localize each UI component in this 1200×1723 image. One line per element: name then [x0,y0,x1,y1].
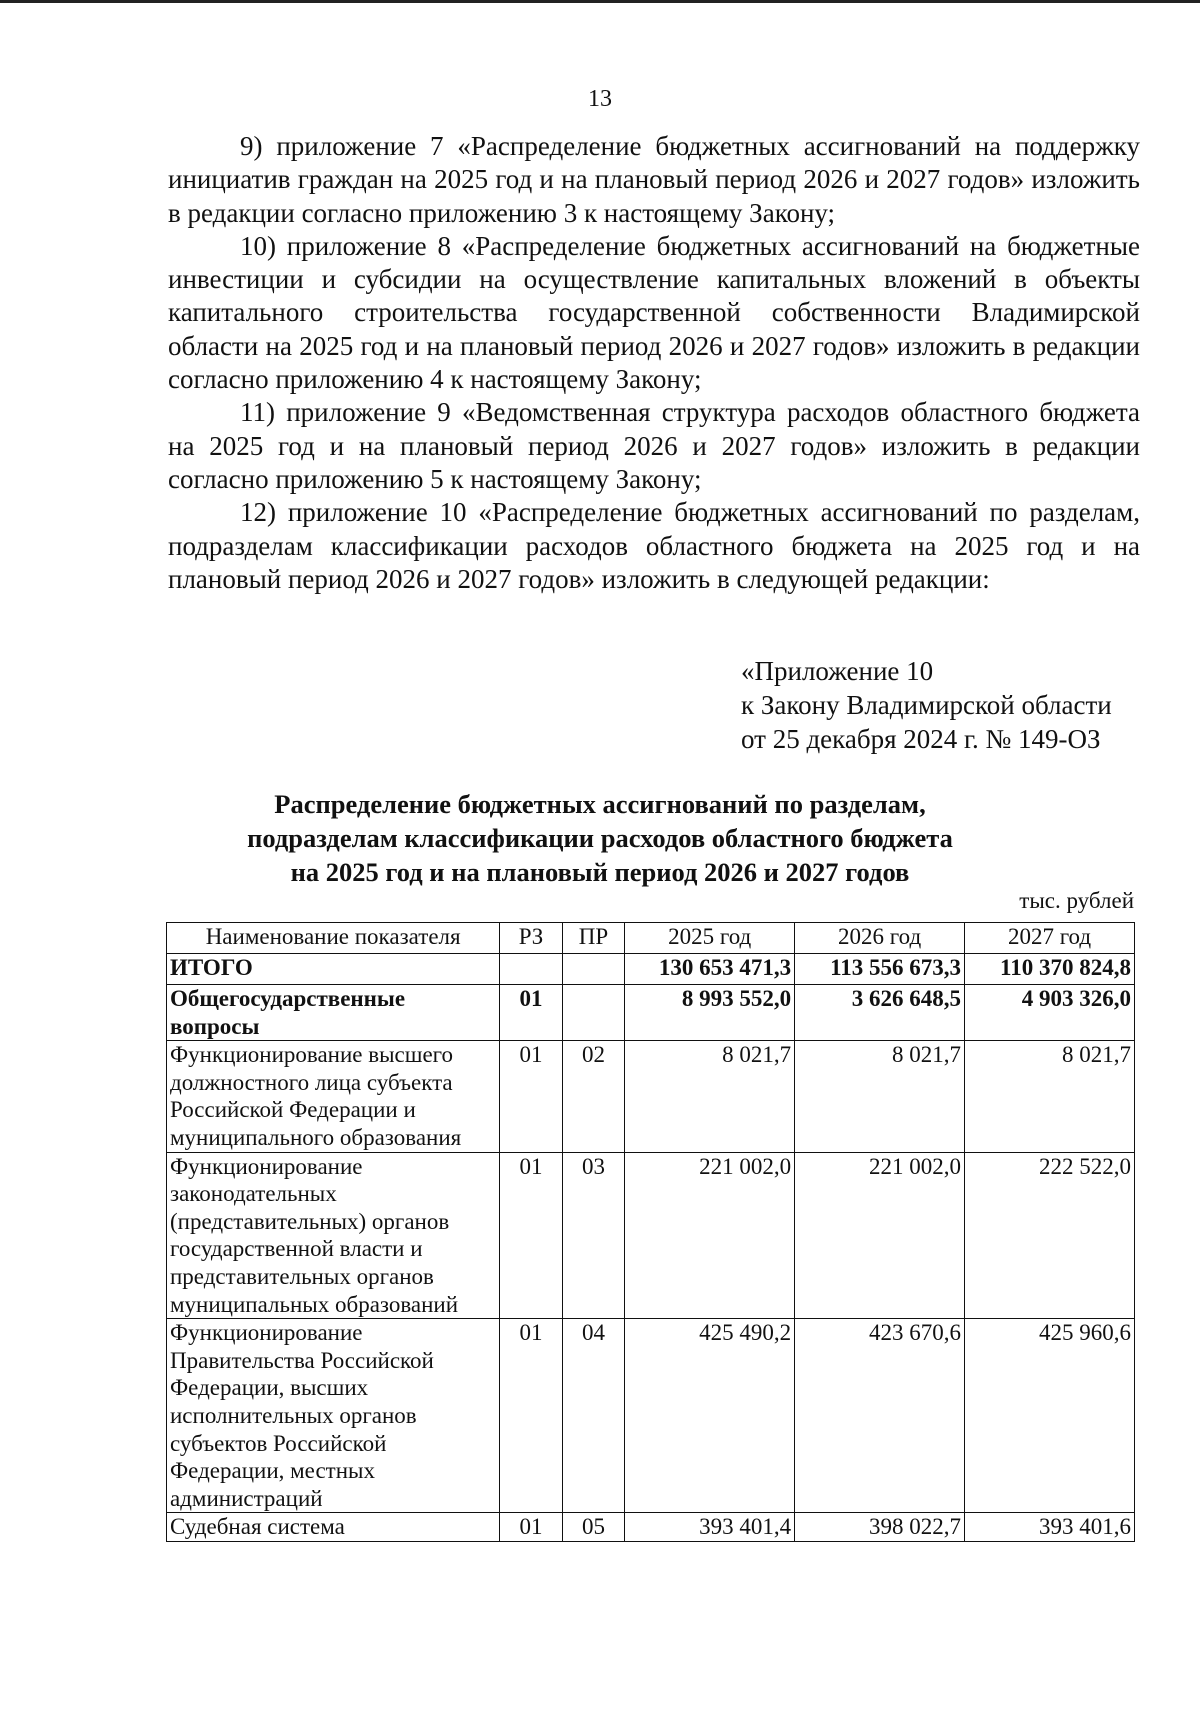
row-2027: 4 903 326,0 [965,985,1135,1041]
budget-table [166,922,1135,1542]
page-number: 13 [588,86,612,112]
row-2027: 8 021,7 [965,1041,1135,1152]
row-pr: 02 [562,1041,625,1152]
header-name: Наименование показателя [167,923,500,954]
row-pr: 03 [562,1152,625,1319]
table-row [167,1152,1135,1319]
table-row-total [167,954,1135,985]
row-name: Общегосударственные вопросы [167,985,500,1041]
paragraph-10: 10) приложение 8 «Распределение бюджетных ассигнований на бюджетные инвестиции и субсидии на осуществление капитальных вложений в объекты капитального строительства государственной собственности Владимирской области на 2025 год и на плановый период 2026 и 2027 годов» изложить в редакции согласно приложению 4 к настоящему Закону; [168,230,1140,395]
row-name: Функционирование Правительства Российской Федерации, высших исполнительных органов субъектов Российской Федерации, местных администраций [167,1319,500,1513]
row-pr [562,985,625,1041]
row-2025: 425 490,2 [625,1319,795,1513]
row-2026: 398 022,7 [795,1513,965,1542]
table-row [167,1041,1135,1152]
row-2026: 3 626 648,5 [795,985,965,1041]
row-2026: 423 670,6 [795,1319,965,1513]
header-pr: ПР [562,923,625,954]
table-row [167,985,1135,1041]
row-name: Функционирование высшего должностного лица субъекта Российской Федерации и муниципального образования [167,1041,500,1152]
row-2027: 425 960,6 [965,1319,1135,1513]
paragraph-12: 12) приложение 10 «Распределение бюджетных ассигнований по разделам, подразделам классификации расходов областного бюджета на 2025 год и на плановый период 2026 и 2027 годов» изложить в следующей редакции: [168,497,1140,594]
paragraph-11: 11) приложение 9 «Ведомственная структура расходов областного бюджета на 2025 год и на плановый период 2026 и 2027 годов» изложить в редакции согласно приложению 5 к настоящему Закону; [168,397,1140,494]
row-rz: 01 [500,1319,562,1513]
row-2025: 393 401,4 [625,1513,795,1542]
header-2027: 2027 год [965,923,1135,954]
row-pr [562,954,625,985]
body-text [168,130,1140,596]
row-name: Судебная система [167,1513,500,1542]
appendix-ref-line: от 25 декабря 2024 г. № 149-ОЗ [741,724,1101,754]
row-2025: 8 993 552,0 [625,985,795,1041]
row-2026: 221 002,0 [795,1152,965,1319]
row-rz [500,954,562,985]
table-title-line: на 2025 год и на плановый период 2026 и 2027 годов [290,857,910,887]
row-rz: 01 [500,1152,562,1319]
row-name: Функционирование законодательных (представительных) органов государственной власти и представительных органов муниципальных образований [167,1152,500,1319]
row-rz: 01 [500,1041,562,1152]
table-title-line: Распределение бюджетных ассигнований по разделам, [274,789,926,819]
header-rz: РЗ [500,923,562,954]
row-2026: 8 021,7 [795,1041,965,1152]
row-2026: 113 556 673,3 [795,954,965,985]
row-rz: 01 [500,985,562,1041]
table-header-row [167,923,1135,954]
row-2025: 130 653 471,3 [625,954,795,985]
row-2027: 110 370 824,8 [965,954,1135,985]
appendix-ref-line: к Закону Владимирской области [741,690,1112,720]
header-2026: 2026 год [795,923,965,954]
row-rz: 01 [500,1513,562,1542]
page-top-border [0,0,1200,3]
header-2025: 2025 год [625,923,795,954]
table-title [160,787,1040,889]
row-pr: 04 [562,1319,625,1513]
units-label: тыс. рублей [1019,888,1134,913]
table-row [167,1513,1135,1542]
row-2025: 221 002,0 [625,1152,795,1319]
appendix-reference [741,654,1112,756]
row-pr: 05 [562,1513,625,1542]
row-2025: 8 021,7 [625,1041,795,1152]
appendix-ref-line: «Приложение 10 [741,656,934,686]
paragraph-9: 9) приложение 7 «Распределение бюджетных ассигнований на поддержку инициатив граждан на 2025 год и на плановый период 2026 и 2027 годов» изложить в редакции согласно приложению 3 к настоящему Закону; [168,131,1140,228]
row-2027: 393 401,6 [965,1513,1135,1542]
row-name: ИТОГО [167,954,500,985]
table-title-line: подразделам классификации расходов областного бюджета [247,823,953,853]
table-row [167,1319,1135,1513]
row-2027: 222 522,0 [965,1152,1135,1319]
